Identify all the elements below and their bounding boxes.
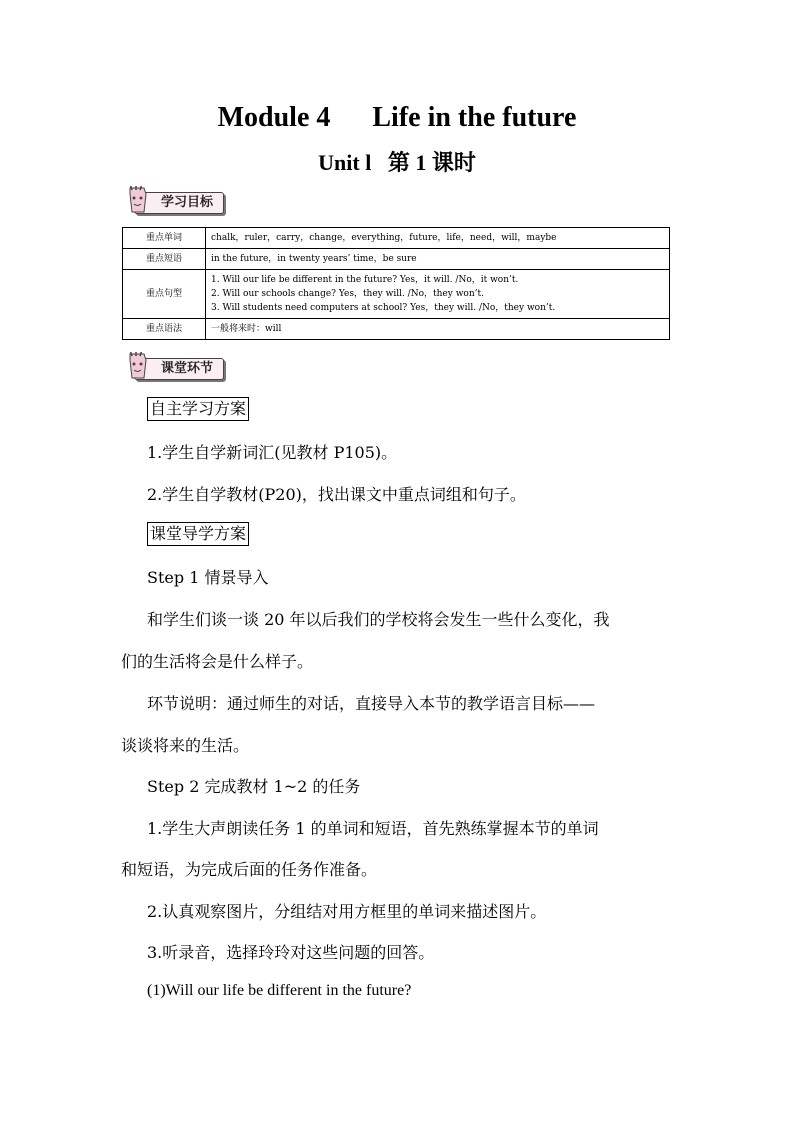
sentence-line: 1. Will our life be different in the future? Yes，it will. /No，it won’t. — [211, 275, 519, 285]
guided-heading: 课堂导学方案 — [147, 522, 249, 546]
step1-paragraph-line: 们的生活将会是什么样子。 — [121, 652, 314, 671]
step2-item: 2.认真观察图片，分组结对用方框里的单词来描述图片。 — [147, 902, 547, 921]
row-content: in the future，in twenty years’ time，be sure — [206, 249, 670, 270]
self-study-item: 2.学生自学教材(P20)，找出课文中重点词组和句子。 — [147, 485, 526, 504]
self-study-item: 1.学生自学新词汇(见教材 P105)。 — [147, 443, 398, 462]
step1-note-line: 环节说明：通过师生的对话，直接导入本节的教学语言目标—— — [147, 694, 596, 713]
row-label: 重点语法 — [123, 319, 206, 340]
unit-subtitle: Unit l 第 1 课时 — [318, 150, 476, 175]
row-content — [206, 270, 670, 319]
class-banner-label: 课堂环节 — [134, 358, 224, 380]
table-row — [123, 228, 670, 249]
step2-item-line: 1.学生大声朗读任务 1 的单词和短语，首先熟练掌握本节的单词 — [147, 819, 599, 838]
step1-note-line: 谈谈将来的生活。 — [121, 736, 250, 755]
step2-item-line: 和短语，为完成后面的任务作准备。 — [121, 860, 378, 879]
table-row — [123, 249, 670, 270]
question-1: (1)Will our life be different in the future? — [147, 982, 412, 999]
table-row — [123, 270, 670, 319]
module-title: Module 4 Life in the future — [217, 102, 577, 133]
goals-table — [122, 227, 670, 340]
step1-paragraph-line: 和学生们谈一谈 20 年以后我们的学校将会发生一些什么变化，我 — [147, 610, 610, 629]
step1-title: Step 1 情景导入 — [147, 568, 269, 587]
row-content: 一般将来时：will — [206, 319, 670, 340]
row-label: 重点句型 — [123, 270, 206, 319]
step2-item: 3.听录音，选择玲玲对这些问题的回答。 — [147, 943, 435, 962]
table-row — [123, 319, 670, 340]
row-content: chalk，ruler，carry，change，everything，future，life，need，will，maybe — [206, 228, 670, 249]
row-label: 重点短语 — [123, 249, 206, 270]
row-label: 重点单词 — [123, 228, 206, 249]
pencil-icon — [120, 186, 160, 216]
step2-title: Step 2 完成教材 1~2 的任务 — [147, 777, 361, 796]
goals-banner-label: 学习目标 — [134, 192, 224, 214]
sentence-line: 3. Will students need computers at school? Yes，they will. /No，they won’t. — [211, 303, 556, 313]
sentence-line: 2. Will our schools change? Yes，they will. /No，they won’t. — [211, 289, 484, 299]
self-study-heading: 自主学习方案 — [147, 397, 249, 421]
pencil-icon — [120, 352, 160, 382]
